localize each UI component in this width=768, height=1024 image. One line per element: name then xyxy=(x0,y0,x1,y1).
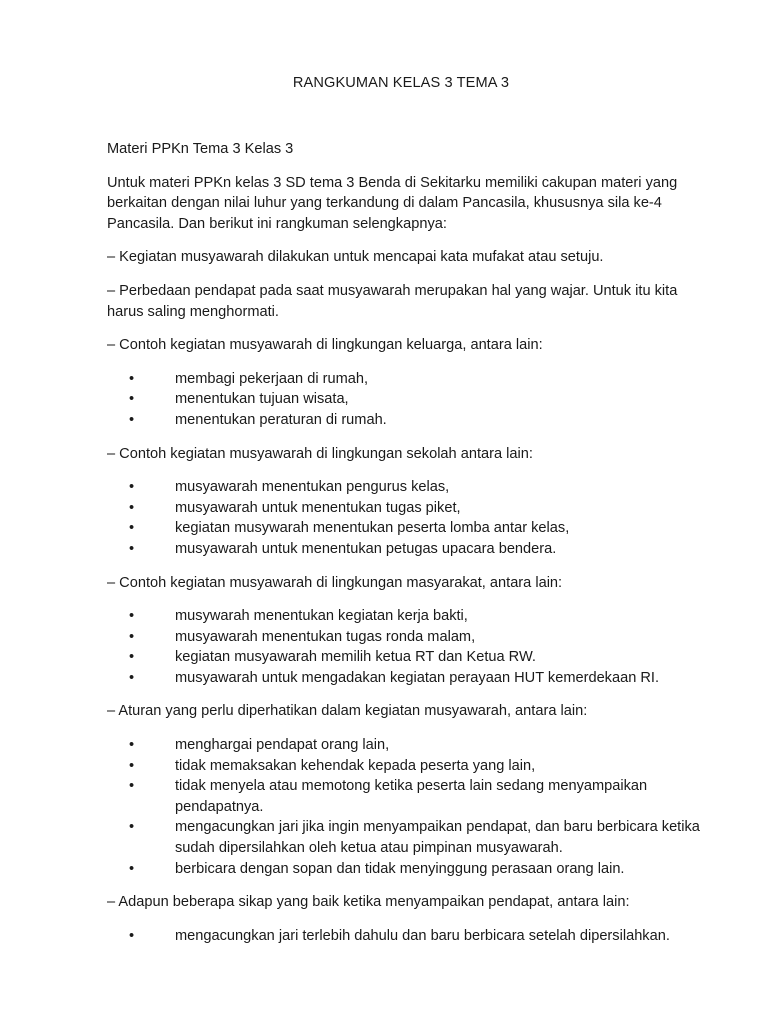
bullet-icon: • xyxy=(129,391,135,408)
point-paragraph: – Kegiatan musyawarah dilakukan untuk mencapai kata mufakat atau setuju. xyxy=(107,249,604,266)
list-heading-rules: – Aturan yang perlu diperhatikan dalam kegiatan musyawarah, antara lain: xyxy=(107,703,588,720)
bullet-icon: • xyxy=(129,540,135,557)
list-item xyxy=(107,647,707,668)
list-item xyxy=(107,756,707,777)
list-item xyxy=(107,606,707,627)
list-rules xyxy=(107,735,707,879)
list-item xyxy=(107,817,707,858)
list-item-text: musywarah menentukan kegiatan kerja bakti, xyxy=(175,608,468,625)
list-item xyxy=(107,539,707,560)
bullet-icon: • xyxy=(129,649,135,666)
list-item-text: tidak memaksakan kehendak kepada peserta yang lain, xyxy=(175,757,536,774)
list-item xyxy=(107,518,707,539)
bullet-icon: • xyxy=(129,479,135,496)
list-item-text: tidak menyela atau memotong ketika peserta lain sedang menyampaikan pendapatnya. xyxy=(175,778,648,815)
bullet-icon: • xyxy=(129,370,135,387)
list-heading-family: – Contoh kegiatan musyawarah di lingkungan keluarga, antara lain: xyxy=(107,337,543,354)
list-heading-school: – Contoh kegiatan musyawarah di lingkungan sekolah antara lain: xyxy=(107,445,533,462)
list-heading-attitude: – Adapun beberapa sikap yang baik ketika menyampaikan pendapat, antara lain: xyxy=(107,894,630,911)
list-item-text: musyawarah untuk menentukan tugas piket, xyxy=(175,499,461,516)
bullet-icon: • xyxy=(129,520,135,537)
document-body xyxy=(107,139,707,959)
point-paragraph: – Perbedaan pendapat pada saat musyawarah merupakan hal yang wajar. Untuk itu kita harus saling menghormati. xyxy=(107,282,678,320)
list-item-text: kegiatan musyawarah memilih ketua RT dan Ketua RW. xyxy=(175,649,536,666)
list-item xyxy=(107,926,707,947)
list-item xyxy=(107,859,707,880)
list-item xyxy=(107,627,707,648)
list-item-text: musyawarah untuk mengadakan kegiatan perayaan HUT kemerdekaan RI. xyxy=(175,669,660,686)
bullet-icon: • xyxy=(129,499,135,516)
bullet-icon: • xyxy=(129,628,135,645)
list-item-text: kegiatan musywarah menentukan peserta lomba antar kelas, xyxy=(175,520,570,537)
list-item-text: menentukan tujuan wisata, xyxy=(175,391,349,408)
list-item xyxy=(107,410,707,431)
list-item xyxy=(107,369,707,390)
list-item-text: musyawarah menentukan tugas ronda malam, xyxy=(175,628,476,645)
list-item-text: musyawarah untuk menentukan petugas upacara bendera. xyxy=(175,540,557,557)
list-heading-community: – Contoh kegiatan musyawarah di lingkungan masyarakat, antara lain: xyxy=(107,574,563,591)
bullet-icon: • xyxy=(129,819,135,836)
list-item xyxy=(107,668,707,689)
list-item-text: mengacungkan jari jika ingin menyampaikan pendapat, dan baru berbicara ketika sudah dipersilahkan oleh ketua atau pimpinan musyawarah. xyxy=(175,819,700,857)
list-school xyxy=(107,477,707,559)
document-title: RANGKUMAN KELAS 3 TEMA 3 xyxy=(292,75,510,91)
list-community xyxy=(107,606,707,688)
list-attitude xyxy=(107,926,707,947)
list-item-text: berbicara dengan sopan dan tidak menyinggung perasaan orang lain. xyxy=(175,860,625,877)
list-item-text: membagi pekerjaan di rumah, xyxy=(175,370,369,387)
bullet-icon: • xyxy=(129,608,135,625)
list-item-text: mengacungkan jari terlebih dahulu dan baru berbicara setelah dipersilahkan. xyxy=(175,927,670,944)
list-item xyxy=(107,389,707,410)
bullet-icon: • xyxy=(129,778,135,795)
bullet-icon: • xyxy=(129,757,135,774)
list-family xyxy=(107,369,707,431)
bullet-icon: • xyxy=(129,927,135,944)
list-item xyxy=(107,735,707,756)
section-heading: Materi PPKn Tema 3 Kelas 3 xyxy=(107,141,294,157)
bullet-icon: • xyxy=(129,411,135,428)
intro-paragraph: Untuk materi PPKn kelas 3 SD tema 3 Benda di Sekitarku memiliki cakupan materi yang berkaitan dengan nilai luhur yang terkandung di dalam Pancasila, khususnya sila ke-4 Pancasila. Dan berikut ini rangkuman selengkapnya: xyxy=(107,174,678,232)
list-item xyxy=(107,477,707,498)
list-item-text: menentukan peraturan di rumah. xyxy=(175,411,387,428)
list-item-text: menghargai pendapat orang lain, xyxy=(175,737,390,754)
bullet-icon: • xyxy=(129,860,135,877)
list-item xyxy=(107,498,707,519)
bullet-icon: • xyxy=(129,669,135,686)
bullet-icon: • xyxy=(129,737,135,754)
list-item xyxy=(107,776,707,817)
list-item-text: musyawarah menentukan pengurus kelas, xyxy=(175,479,450,496)
